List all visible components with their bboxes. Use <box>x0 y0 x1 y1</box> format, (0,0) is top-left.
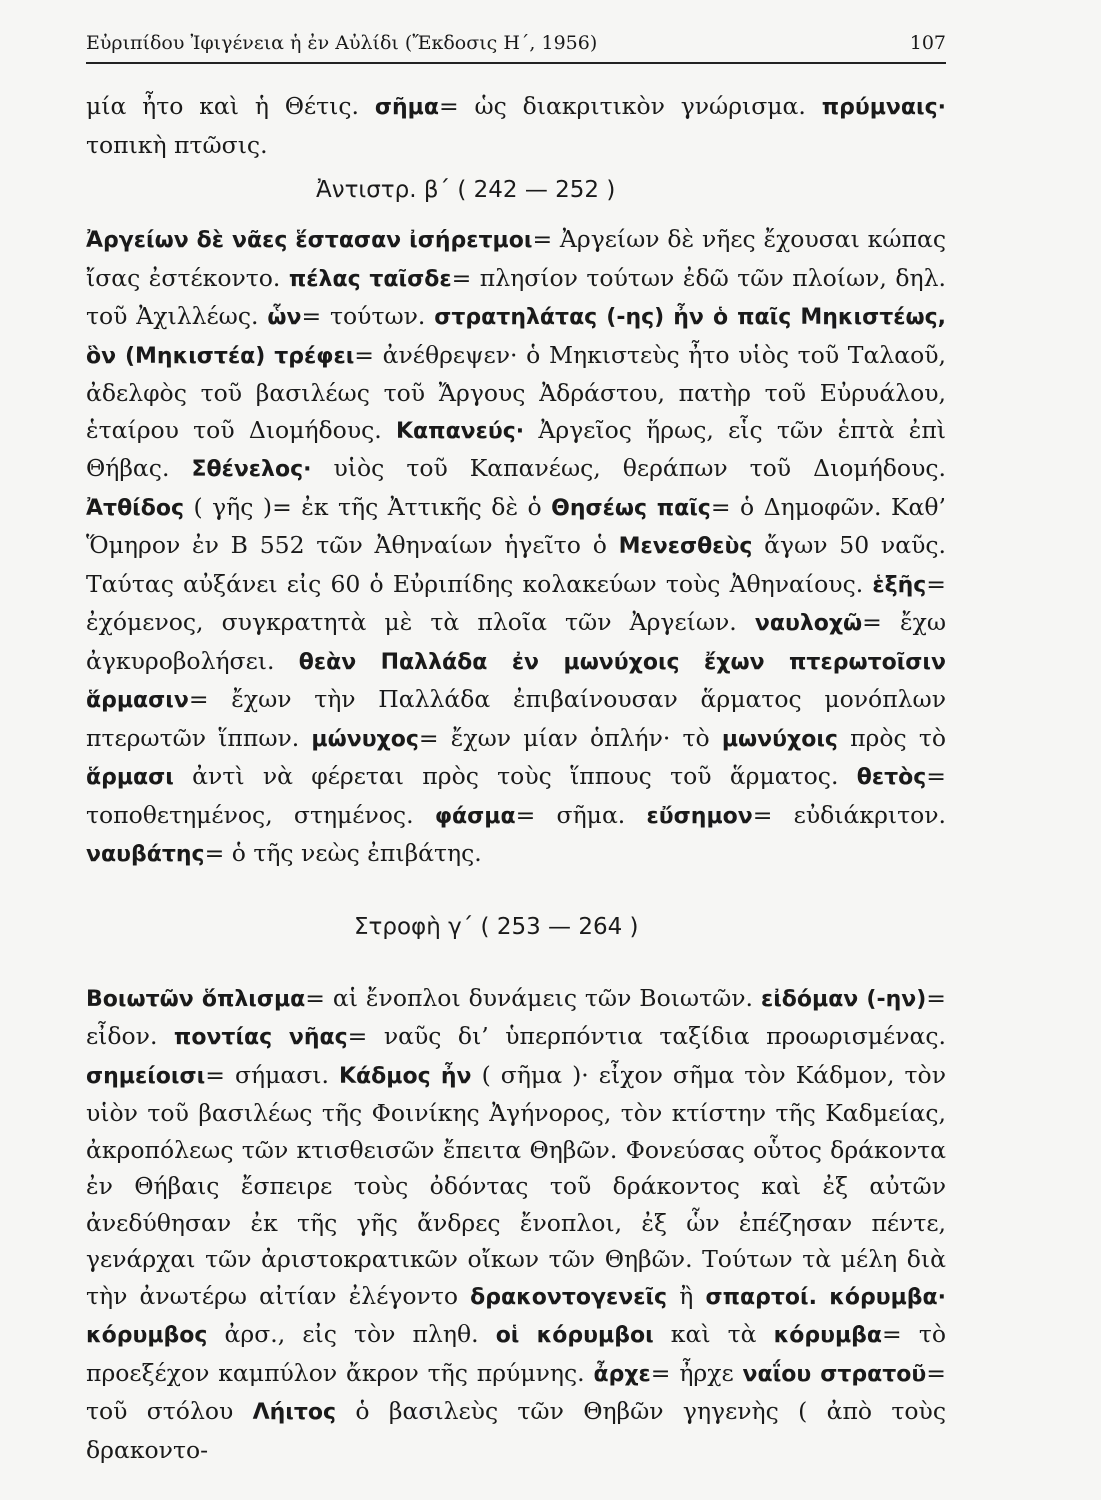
lemma-term: ναυβάτης <box>86 842 205 867</box>
gloss-text: = Ἀργείων δὲ νῆες ἔχουσαι κώπας ἴσας ἐστέκοντο. <box>86 225 946 292</box>
lemma-term: ἆρχε <box>593 1361 651 1387</box>
lemma-term: σπαρτοί. κόρυμβα· κόρυμβος <box>86 1284 946 1348</box>
lemma-term: στρατηλάτας (-ης) ἦν ὁ παῖς Μηκιστέως, ὃν (Μηκιστέα) τρέφει <box>86 305 947 369</box>
section-heading-strophe: Στροφὴ γ΄ ( 253 — 264 ) <box>354 913 639 940</box>
gloss-text: ἀρσ., εἰς τὸν πληθ. <box>207 1320 496 1348</box>
lemma-term: κόρυμβα <box>773 1323 883 1348</box>
lemma-term: Κάδμος ἦν <box>339 1063 472 1089</box>
gloss-text: = ναῦς δι’ ὑπερπόντια ταξίδια προωρισμένας. <box>347 1022 946 1050</box>
gloss-text: ( σῆμα )· εἶχον σῆμα τὸν Κάδμον, τὸν υἱὸν τοῦ βασιλέως τῆς Φοινίκης Ἀγήνορος, τὸν κτίστην τῆς Καδμείας, ἀκροπόλεως τῶν κτισθεισῶν ἔπειτα Θηβῶν. Φονεύσας οὗτος δράκοντα ἐν Θήβαις ἔσπειρε τοὺς ὀδόντας τοῦ δράκοντος καὶ ἐξ αὐτῶν ἀνεδύθησαν ἐκ τῆς γῆς ἄνδρες ἔνοπλοι, ἐξ ὧν ἐπέζησαν πέντε, γενάρχαι τῶν ἀριστοκρατικῶν οἴκων τῶν Θηβῶν. Τούτων τὰ μέλη διὰ τὴν ἀνωτέρω αἰτίαν ἐλέγοντο <box>86 1060 946 1310</box>
lemma-term: μωνύχοις <box>721 726 838 752</box>
gloss-text: = ἦρχε <box>650 1358 743 1387</box>
lemma-term: Ἀργείων δὲ νᾶες ἕστασαν ἰσήρετμοι <box>86 228 533 253</box>
lemma-term: Μενεσθεὺς <box>618 534 753 559</box>
gloss-text: = σῆμα. <box>515 800 647 829</box>
lemma-term: ναυλοχῶ <box>754 611 863 636</box>
lemma-term: σημείοισι <box>86 1063 206 1089</box>
gloss-text: υἱὸς τοῦ Καπανέως, θεράπων τοῦ Διομήδους. <box>311 454 946 482</box>
gloss-text: πρὸς τὸ <box>837 723 946 752</box>
book-page <box>86 32 946 1468</box>
lemma-term: θεὰν Παλλάδα ἐν μωνύχοις ἔχων πτερωτοῖσιν ἅρμασιν <box>86 649 946 713</box>
lemma-term: θετὸς <box>856 765 927 790</box>
gloss-text: ἀντὶ νὰ φέρεται πρὸς τοὺς ἵππους τοῦ ἅρματος. <box>173 762 857 790</box>
lemma-term: φάσμα <box>434 803 516 829</box>
gloss-text: = ἐχόμενος, συγκρατητὰ μὲ τὰ πλοῖα τῶν Ἀργείων. <box>86 569 946 636</box>
lemma-term: δρακοντογενεῖς <box>470 1284 668 1310</box>
lemma-term: πρύμναις· <box>821 95 946 120</box>
intro-paragraph <box>86 88 946 163</box>
lemma-term: ὧν <box>267 305 302 330</box>
gloss-text: ἄγων 50 ναῦς. Ταύτας αὐξάνει εἰς 60 ὁ Εὐριπίδης κολακεύων τοὺς Ἀθηναίους. <box>86 531 947 598</box>
gloss-text: = τοποθετημένος, στημένος. <box>86 762 946 829</box>
gloss-text: = τοῦ στόλου <box>86 1358 946 1425</box>
gloss-text: μία ἦτο καὶ ἡ Θέτις. <box>86 92 375 120</box>
lemma-term: ἑξῆς <box>872 572 927 598</box>
gloss-text: = σήμασι. <box>205 1060 339 1089</box>
gloss-text: = ὁ τῆς νεὼς ἐπιβάτης. <box>204 839 482 867</box>
gloss-text: = ὡς διακριτικὸν γνώρισμα. <box>438 92 822 120</box>
gloss-text: = τὸ προεξέχον καμπύλον ἄκρον τῆς πρύμνης. <box>86 1320 946 1387</box>
lemma-term: πέλας ταῖσδε <box>288 266 452 292</box>
gloss-text: = τούτων. <box>301 302 435 330</box>
lemma-term: οἱ κόρυμβοι <box>495 1323 654 1348</box>
gloss-text: = ὁ Δημοφῶν. Καθ’ Ὅμηρον ἐν Β 552 τῶν Ἀθηναίων ἡγεῖτο ὁ <box>86 492 946 559</box>
gloss-text: = ἔχων τὴν Παλλάδα ἐπιβαίνουσαν ἅρματος μονόπλων πτερωτῶν ἵππων. <box>86 685 946 752</box>
gloss-text: καὶ τὰ <box>653 1320 774 1348</box>
lemma-term: Λήιτος <box>252 1400 337 1425</box>
lemma-term: σῆμα <box>374 95 439 120</box>
lemma-term: εἰδόμαν (-ην) <box>760 986 927 1012</box>
gloss-text: ὁ βασιλεὺς τῶν Θηβῶν γηγενὴς ( ἀπὸ τοὺς δρακοντο- <box>86 1397 946 1464</box>
commentary-block-1 <box>86 221 946 874</box>
lemma-term: ναΐου στρατοῦ <box>742 1361 927 1387</box>
gloss-text: τοπικὴ πτῶσις. <box>86 130 268 159</box>
gloss-text: ( γῆς )= ἐκ τῆς Ἀττικῆς δὲ ὁ <box>184 492 552 521</box>
gloss-text: = εὐδιάκριτον. <box>752 800 946 829</box>
gloss-text: ἢ <box>667 1281 706 1310</box>
running-header <box>86 32 946 64</box>
lemma-term: Βοιωτῶν ὅπλισμα <box>86 986 306 1012</box>
lemma-term: μώνυχος <box>311 726 419 752</box>
gloss-text: = πλησίον τούτων ἐδῶ τῶν πλοίων, δηλ. τοῦ Ἀχιλλέως. <box>86 263 946 330</box>
gloss-text: = αἱ ἔνοπλοι δυνάμεις τῶν Βοιωτῶν. <box>305 983 761 1012</box>
running-title: Εὐριπίδου Ἰφιγένεια ἡ ἐν Αὐλίδι (Ἔκδοσις Η΄, 1956) <box>86 32 598 54</box>
section-heading-antistrophe: Ἀντιστρ. β΄ ( 242 — 252 ) <box>316 177 616 203</box>
page-number: 107 <box>909 32 946 54</box>
commentary-block-2 <box>86 980 946 1469</box>
gloss-text: = ἔχων μίαν ὁπλήν· τὸ <box>418 723 722 752</box>
gloss-text: = ἔχω ἀγκυροβολήσει. <box>86 608 946 675</box>
lemma-term: Θησέως παῖς <box>551 495 711 521</box>
lemma-term: ποντίας νῆας <box>173 1025 348 1050</box>
gloss-text: Ἀργεῖος ἥρως, εἷς τῶν ἑπτὰ ἐπὶ Θήβας. <box>86 415 946 482</box>
lemma-term: Καπανεύς· <box>396 418 525 444</box>
lemma-term: εὔσημον <box>646 803 753 829</box>
gloss-text: = εἶδον. <box>86 983 946 1050</box>
lemma-term: ἅρμασι <box>86 765 174 790</box>
lemma-term: Ἀτθίδος <box>86 495 185 521</box>
lemma-term: Σθένελος· <box>191 457 312 482</box>
gloss-text: = ἀνέθρεψεν· ὁ Μηκιστεὺς ἦτο υἱὸς τοῦ Ταλαοῦ, ἀδελφὸς τοῦ βασιλέως τοῦ Ἄργους Ἀδράστου, πατὴρ τοῦ Εὐρυάλου, ἑταίρου τοῦ Διομήδους. <box>86 340 946 444</box>
